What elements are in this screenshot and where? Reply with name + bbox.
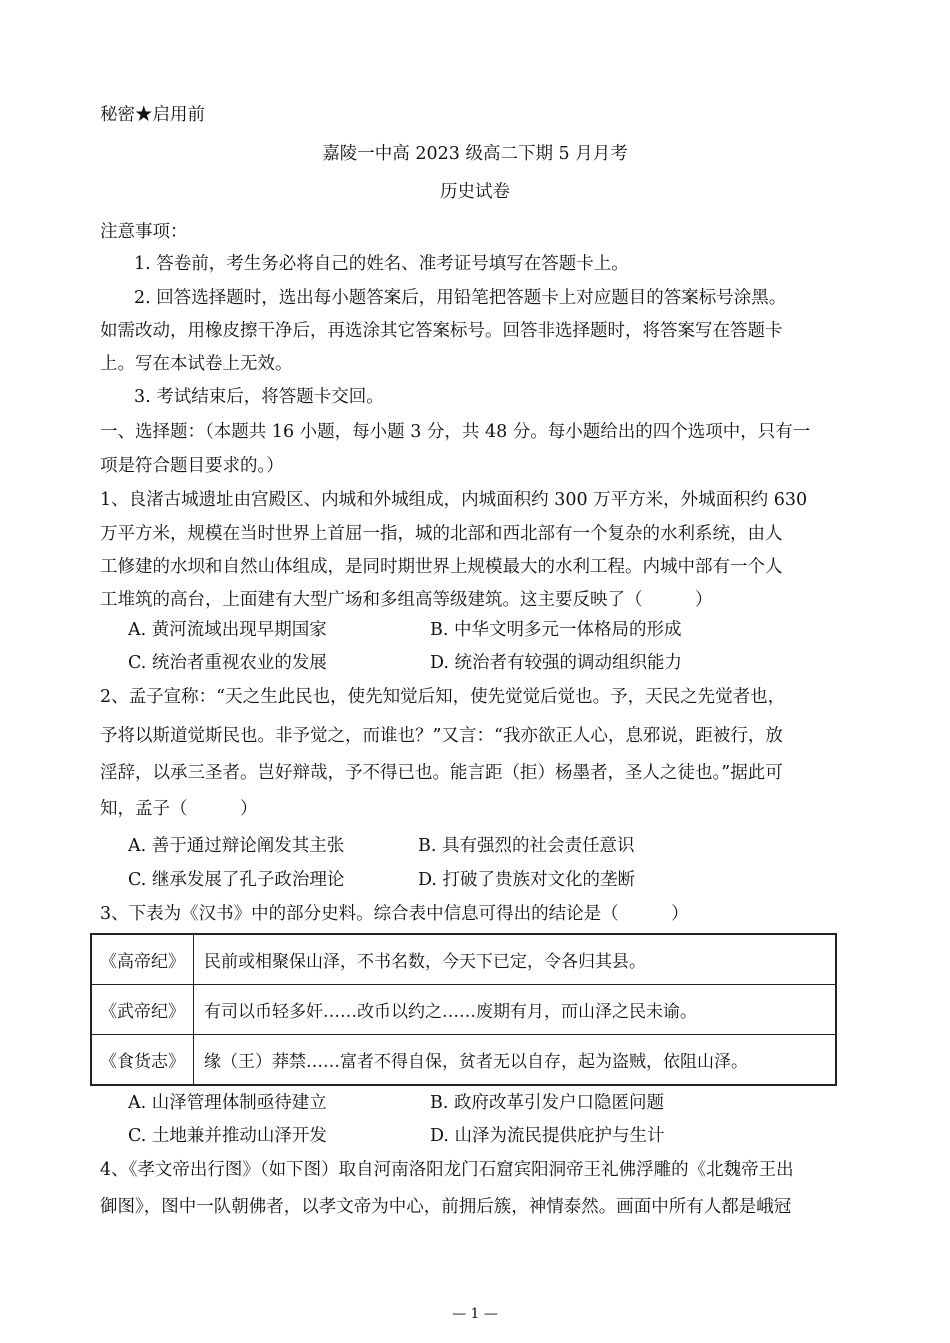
question-2-stem: 知，孟子（ ）	[100, 799, 258, 819]
page-number: — 1 —	[452, 1306, 498, 1322]
note-item: 如需改动，用橡皮擦干净后，再选涂其它答案标号。回答非选择题时，将答案写在答题卡	[100, 321, 783, 341]
note-item: 上。写在本试卷上无效。	[100, 354, 293, 374]
q1-option-b: B. 中华文明多元一体格局的形成	[430, 620, 682, 640]
table-text-cell: 有司以币轻多奸……改币以约之……废期有月，而山泽之民未谕。	[194, 985, 837, 1035]
table-row	[91, 1035, 836, 1086]
q2-option-a: A. 善于通过辩论阐发其主张	[128, 836, 345, 856]
question-1-stem: 工堆筑的高台，上面建有大型广场和多组高等级建筑。这主要反映了（ ）	[100, 590, 713, 610]
section-heading: 一、选择题：（本题共 16 小题，每小题 3 分，共 48 分。每小题给出的四个选项中，只有一	[100, 422, 811, 442]
q3-option-c: C. 土地兼并推动山泽开发	[128, 1126, 327, 1146]
q3-option-a: A. 山泽管理体制亟待建立	[128, 1093, 327, 1113]
table-text-cell: 民前或相聚保山泽，不书名数，今天下已定，令各归其县。	[194, 934, 837, 985]
q2-option-c: C. 继承发展了孔子政治理论	[128, 870, 345, 890]
note-item: 3. 考试结束后，将答题卡交回。	[134, 387, 384, 407]
section-heading-cont: 项是符合题目要求的。）	[100, 456, 284, 476]
question-2-stem: 予将以斯道觉斯民也。非予觉之，而谁也？”又言：“我亦欲正人心，息邪说，距被行，放	[100, 726, 783, 746]
question-4-stem: 4、《孝文帝出行图》（如下图）取自河南洛阳龙门石窟宾阳洞帝王礼佛浮雕的《北魏帝王出	[100, 1160, 794, 1180]
table-source-cell: 《食货志》	[91, 1035, 194, 1086]
q3-option-d: D. 山泽为流民提供庇护与生计	[430, 1126, 665, 1146]
note-item: 2. 回答选择题时，选出每小题答案后，用铅笔把答题卡上对应题目的答案标号涂黑。	[134, 288, 787, 308]
question-4-stem: 御图》，图中一队朝佛者，以孝文帝为中心，前拥后簇，神情泰然。画面中所有人都是峨冠	[100, 1197, 792, 1217]
q2-option-b: B. 具有强烈的社会责任意识	[418, 836, 635, 856]
table-source-cell: 《武帝纪》	[91, 985, 194, 1035]
question-2-stem: 淫辞，以承三圣者。岂好辩哉，予不得已也。能言距（拒）杨墨者，圣人之徒也。”据此可	[100, 763, 783, 783]
q3-option-b: B. 政府改革引发户口隐匿问题	[430, 1093, 664, 1113]
question-1-stem: 万平方米，规模在当时世界上首屈一指，城的北部和西北部有一个复杂的水利系统，由人	[100, 524, 783, 544]
table-row	[91, 934, 836, 985]
question-2-stem: 2、孟子宣称：“天之生此民也，使先知觉后知，使先觉觉后觉也。予，天民之先觉者也，	[100, 687, 786, 707]
q1-option-c: C. 统治者重视农业的发展	[128, 653, 327, 673]
q1-option-d: D. 统治者有较强的调动组织能力	[430, 653, 683, 673]
table-row	[91, 985, 836, 1035]
question-1-stem: 工修建的水坝和自然山体组成，是同时期世界上规模最大的水利工程。内城中部有一个人	[100, 557, 783, 577]
question-1-stem: 1、良渚古城遗址由宫殿区、内城和外城组成，内城面积约 300 万平方米，外城面积约 630	[100, 490, 808, 510]
exam-title: 嘉陵一中高 2023 级高二下期 5 月月考	[322, 144, 628, 164]
secret-tag: 秘密★启用前	[100, 105, 205, 125]
notes-heading: 注意事项：	[100, 222, 188, 242]
source-table	[90, 933, 837, 1086]
question-3-stem: 3、下表为《汉书》中的部分史料。综合表中信息可得出的结论是（ ）	[100, 904, 689, 924]
table-source-cell: 《高帝纪》	[91, 934, 194, 985]
q1-option-a: A. 黄河流域出现早期国家	[128, 620, 327, 640]
subject-title: 历史试卷	[440, 182, 510, 202]
note-item: 1. 答卷前，考生务必将自己的姓名、准考证号填写在答题卡上。	[134, 254, 629, 274]
table-text-cell: 缘（王）莽禁……富者不得自保，贫者无以自存，起为盗贼，依阻山泽。	[194, 1035, 837, 1086]
q2-option-d: D. 打破了贵族对文化的垄断	[418, 870, 636, 890]
